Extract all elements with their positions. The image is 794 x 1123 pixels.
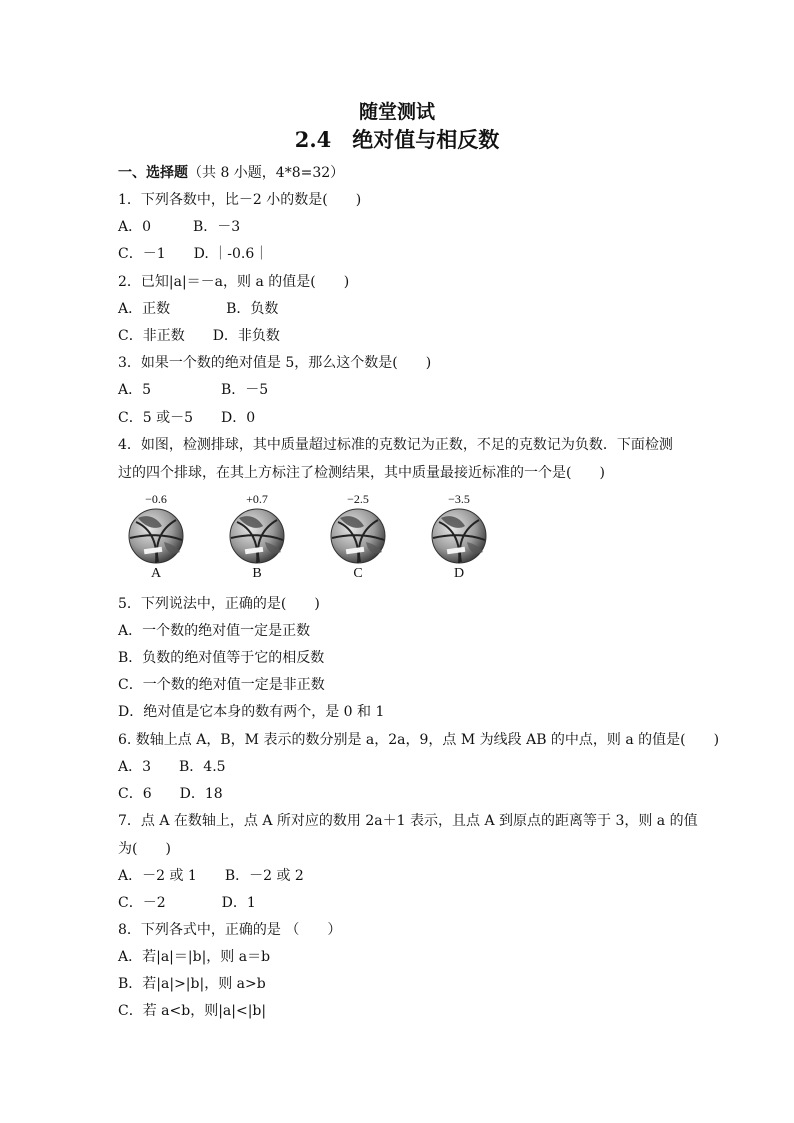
question-8-option-c: C．若 a<b，则|a|<|b|: [118, 1003, 267, 1019]
page-title: 随堂测试: [358, 101, 435, 123]
question-4-stem-line1: 4．如图，检测排球，其中质量超过标准的克数记为正数，不足的克数记为负数．下面检测: [118, 437, 673, 453]
question-4-stem-line2: 过的四个排球，在其上方标注了检测结果，其中质量最接近标准的一个是( ): [118, 465, 605, 481]
question-7-stem-line1: 7．点 A 在数轴上，点 A 所对应的数用 2a＋1 表示，且点 A 到原点的距离等于 3，则 a 的值: [118, 813, 698, 829]
page-subtitle: 2.4 绝对值与相反数: [294, 127, 500, 152]
question-3-options-cd: C．5 或－5 D．0: [118, 410, 256, 426]
question-2-options-ab: A．正数 B．负数: [118, 301, 279, 317]
ball-d-choice: D: [453, 566, 465, 581]
question-5-stem: 5．下列说法中，正确的是( ): [118, 596, 320, 612]
question-7-stem-line2: 为( ): [118, 841, 171, 857]
question-5-option-a: A．一个数的绝对值一定是正数: [118, 623, 311, 639]
question-1-options-cd: C．－1 D. ｜-0.6｜: [118, 246, 269, 262]
ball-c-choice: C: [353, 566, 363, 581]
ball-d-value: −3.5: [448, 492, 470, 506]
ball-b-value: +0.7: [246, 492, 268, 506]
volleyball-b-icon: [229, 508, 285, 564]
ball-a-value: −0.6: [145, 492, 167, 506]
section-heading-label: 一、选择题: [118, 165, 188, 181]
question-8-stem: 8．下列各式中，正确的是 （ ）: [118, 922, 342, 938]
section-heading-note: （共 8 小题，4*8=32）: [188, 165, 345, 181]
question-7-options-cd: C．－2 D．1: [118, 895, 256, 911]
volleyball-d-icon: [431, 508, 487, 564]
question-6-stem: 6. 数轴上点 A，B，M 表示的数分别是 a，2a，9，点 M 为线段 AB 的中点，则 a 的值是( ): [118, 732, 720, 748]
question-1-stem: 1．下列各数中，比－2 小的数是( ): [118, 192, 362, 208]
section-heading: [118, 163, 344, 183]
question-8-option-a: A．若|a|＝|b|，则 a＝b: [118, 949, 271, 965]
question-2-stem: 2．已知|a|＝－a，则 a 的值是( ): [118, 274, 350, 290]
question-6-options-ab: A．3 B．4.5: [118, 759, 226, 775]
question-2-options-cd: C．非正数 D．非负数: [118, 328, 280, 344]
ball-b-choice: B: [252, 566, 262, 581]
volleyball-c-icon: [330, 508, 386, 564]
question-5-option-c: C．一个数的绝对值一定是非正数: [118, 677, 325, 693]
question-5-option-d: D．绝对值是它本身的数有两个，是 0 和 1: [118, 704, 385, 720]
question-3-stem: 3．如果一个数的绝对值是 5，那么这个数是( ): [118, 355, 432, 371]
question-6-options-cd: C．6 D．18: [118, 786, 223, 802]
volleyball-a-icon: [128, 508, 184, 564]
question-8-option-b: B．若|a|>|b|，则 a>b: [118, 976, 266, 992]
ball-c-value: −2.5: [347, 492, 369, 506]
ball-a-choice: A: [150, 566, 162, 581]
question-7-options-ab: A．－2 或 1 B．－2 或 2: [118, 868, 304, 884]
question-3-options-ab: A．5 B．－5: [118, 382, 269, 398]
question-5-option-b: B．负数的绝对值等于它的相反数: [118, 650, 325, 666]
question-1-options-ab: A．0 B．－3: [118, 219, 241, 235]
